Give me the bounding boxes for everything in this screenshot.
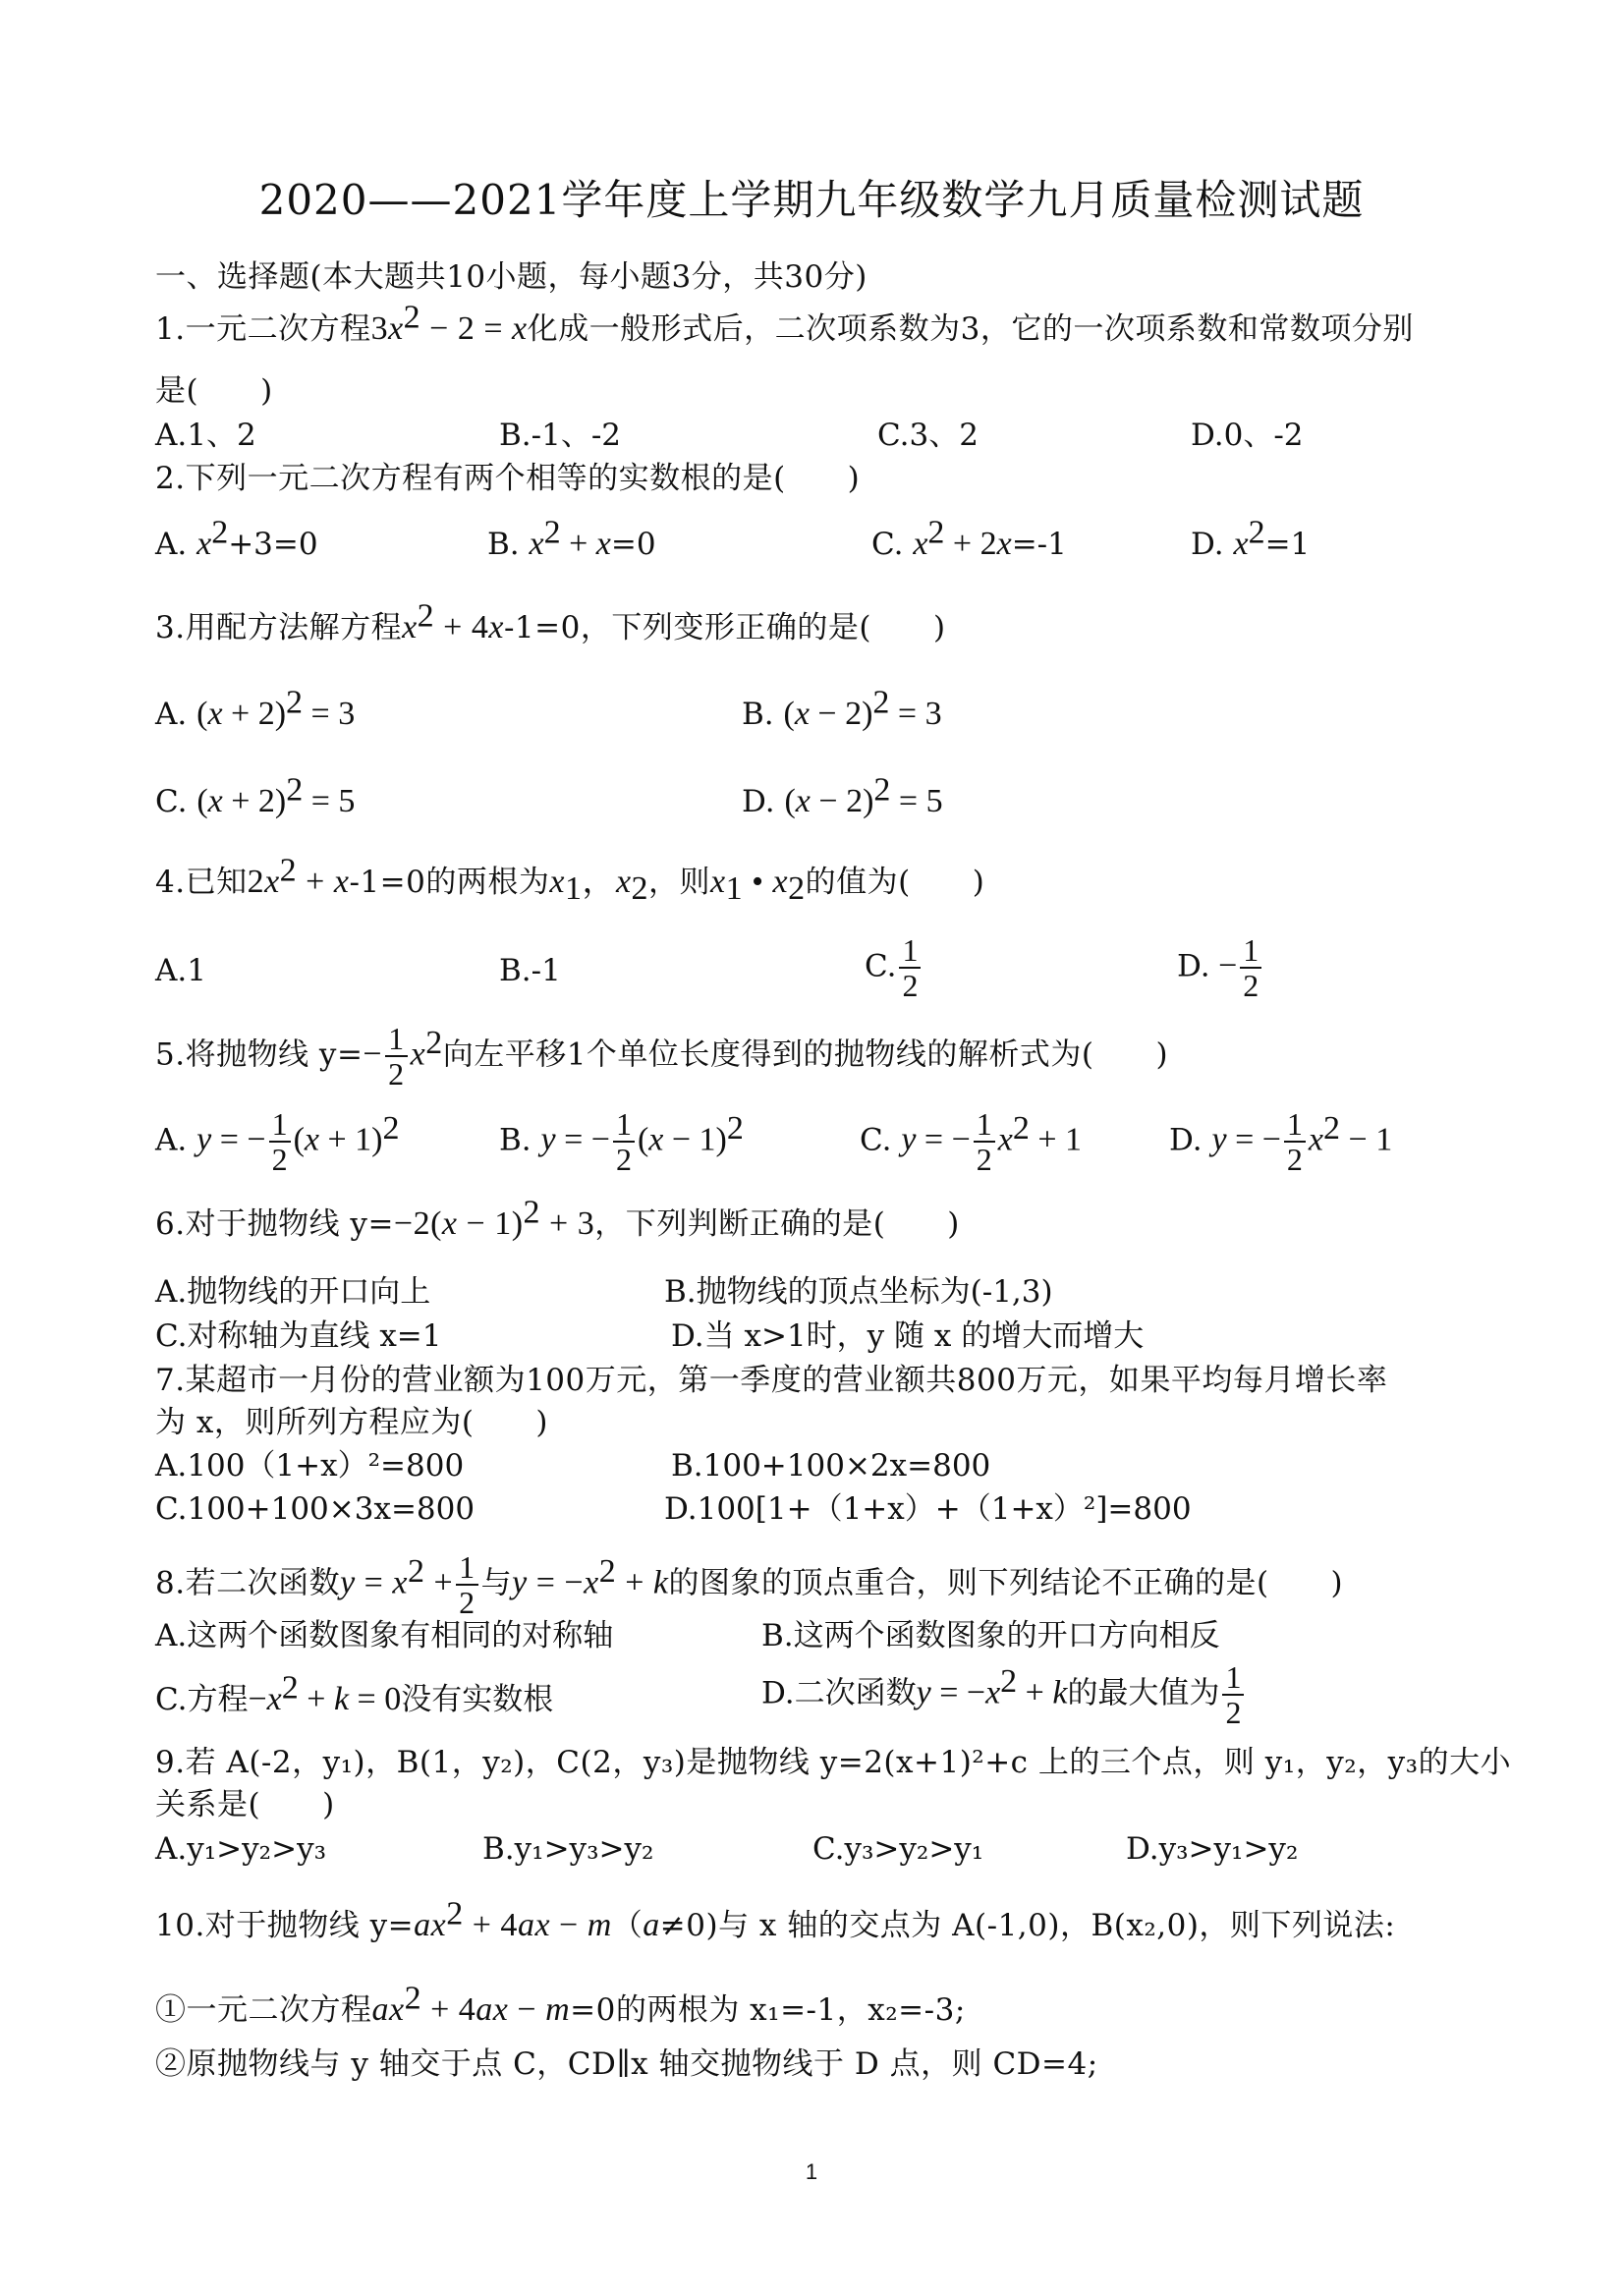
q5-option-d: D. y = − $\frac{1}{2}$ $x^2 - 1$ bbox=[1169, 1106, 1393, 1177]
q6-option-b: B.抛物线的顶点坐标为(-1,3) bbox=[664, 1274, 1053, 1310]
statement-1: ①一元二次方程$ax^2 + 4ax - m=0$的两根为 x₁=-1，x₂=-3; bbox=[155, 1980, 966, 2028]
q1-option-a: A.1、2 bbox=[155, 418, 256, 453]
question-1-cont: 是( ) bbox=[155, 373, 273, 409]
question-6: 6.对于抛物线 $y=-2(x - 1)^2 + 3$，下列判断正确的是( ) bbox=[155, 1194, 960, 1242]
page-number: 1 bbox=[805, 2159, 818, 2184]
q3-option-a: A. $(x + 2)^2 = 3$ bbox=[155, 684, 356, 732]
q6-option-d: D.当 x>1时，y 随 x 的增大而增大 bbox=[671, 1318, 1145, 1354]
q3-option-c: C. $(x + 2)^2 = 5$ bbox=[155, 771, 356, 819]
q9-option-b: B.y₁>y₃>y₂ bbox=[482, 1831, 654, 1867]
q2-option-b: B. $x^2 + x=0$ bbox=[487, 514, 656, 562]
q2-option-c: C. $x^2 + 2x=-1$ bbox=[871, 514, 1067, 562]
q8-option-a: A.这两个函数图象有相同的对称轴 bbox=[155, 1618, 614, 1653]
fraction-one-half: $\frac{1}{2}$ bbox=[385, 1022, 408, 1091]
fraction-one-half: $\frac{1}{2}$ bbox=[1222, 1660, 1244, 1729]
section-heading: 一、选择题(本大题共10小题，每小题3分，共30分) bbox=[155, 259, 867, 295]
q7-option-b: B.100+100×2x=800 bbox=[671, 1448, 991, 1484]
q1-option-b: B.-1、-2 bbox=[499, 418, 622, 453]
question-9-cont: 关系是( ) bbox=[155, 1787, 335, 1822]
question-5: 5.将抛物线 y=− $\frac{1}{2}$ $x^2$向左平移1个单位长度得到的抛物线的解析式为( ) bbox=[155, 1021, 1169, 1092]
q3-option-d: D. $(x - 2)^2 = 5$ bbox=[742, 771, 943, 819]
q6-option-a: A.抛物线的开口向上 bbox=[155, 1274, 431, 1310]
q4-option-a: A.1 bbox=[155, 953, 206, 988]
q7-option-c: C.100+100×3x=800 bbox=[155, 1491, 476, 1527]
question-8: 8.若二次函数$y = x^2$ + $\frac{1}{2}$ 与$y = -x^2 + k$的图象的顶点重合，则下列结论不正确的是( ) bbox=[155, 1549, 1344, 1620]
question-7: 7.某超市一月份的营业额为100万元，第一季度的营业额共800万元，如果平均每月增长率 bbox=[155, 1363, 1388, 1398]
q3-option-b: B. $(x - 2)^2 = 3$ bbox=[742, 684, 942, 732]
q1-option-d: D.0、-2 bbox=[1191, 418, 1304, 453]
question-9: 9.若 A(-2，y₁)，B(1，y₂)，C(2，y₃)是抛物线 y=2(x+1)²+c 上的三个点，则 y₁，y₂，y₃的大小 bbox=[155, 1745, 1512, 1780]
q5-option-a: A. y = − $\frac{1}{2}$ $(x + 1)^2$ bbox=[155, 1106, 400, 1177]
q2-option-d: D. $x^2=1$ bbox=[1191, 514, 1311, 562]
q8-option-d: D.二次函数$y = -x^2 + k$的最大值为 $\frac{1}{2}$ bbox=[761, 1660, 1247, 1729]
question-10: 10.对于抛物线 $y=ax^2 + 4ax - m(a\ne 0)$与 x 轴的交点为 A(-1,0)，B(x₂,0)，则下列说法: bbox=[155, 1895, 1396, 1943]
q4-option-d: D. − $\frac{1}{2}$ bbox=[1177, 933, 1264, 1002]
q5-option-b: B. y = − $\frac{1}{2}$ $(x - 1)^2$ bbox=[499, 1106, 744, 1177]
question-2: 2.下列一元二次方程有两个相等的实数根的是( ) bbox=[155, 461, 861, 496]
q8-option-c: C.方程$-x^2 + k = 0$没有实数根 bbox=[155, 1669, 554, 1717]
statement-2: ②原抛物线与 y 轴交于点 C，CD∥x 轴交抛物线于 D 点，则 CD=4; bbox=[155, 2046, 1098, 2082]
q7-option-a: A.100（1+x）²=800 bbox=[155, 1448, 465, 1484]
question-3: 3.用配方法解方程$x^2 + 4x-1=0$，下列变形正确的是( ) bbox=[155, 597, 946, 645]
question-1: 1.一元二次方程$3x^2 - 2 = x$化成一般形式后，二次项系数为3，它的一次项系数和常数项分别 bbox=[155, 299, 1414, 347]
q9-option-c: C.y₃>y₂>y₁ bbox=[812, 1831, 984, 1867]
q4-option-b: B.-1 bbox=[499, 953, 561, 988]
q4-option-c: C. $\frac{1}{2}$ bbox=[865, 933, 923, 1002]
q1-option-c: C.3、2 bbox=[877, 418, 979, 453]
fraction-one-half: $\frac{1}{2}$ bbox=[1240, 933, 1261, 1002]
q5-option-c: C. y = − $\frac{1}{2}$ $x^2 + 1$ bbox=[860, 1106, 1083, 1177]
question-4: 4.已知$2x^2 + x-1=0$的两根为$x_1$，$x_2$，则$x_1$ • $x_2$的值为( ) bbox=[155, 852, 985, 908]
q7-option-d: D.100[1+（1+x）+（1+x）²]=800 bbox=[664, 1491, 1192, 1527]
q9-option-a: A.y₁>y₂>y₃ bbox=[155, 1831, 327, 1867]
q6-option-c: C.对称轴为直线 x=1 bbox=[155, 1318, 442, 1354]
exam-title: 2020——2021学年度上学期九年级数学九月质量检测试题 bbox=[258, 176, 1365, 224]
q2-option-a: A. $x^2+3=0$ bbox=[155, 514, 318, 562]
q8-option-b: B.这两个函数图象的开口方向相反 bbox=[761, 1618, 1220, 1653]
question-7-cont: 为 x，则所列方程应为( ) bbox=[155, 1405, 549, 1440]
fraction-one-half: $\frac{1}{2}$ bbox=[899, 933, 921, 1002]
q9-option-d: D.y₃>y₁>y₂ bbox=[1126, 1831, 1299, 1867]
